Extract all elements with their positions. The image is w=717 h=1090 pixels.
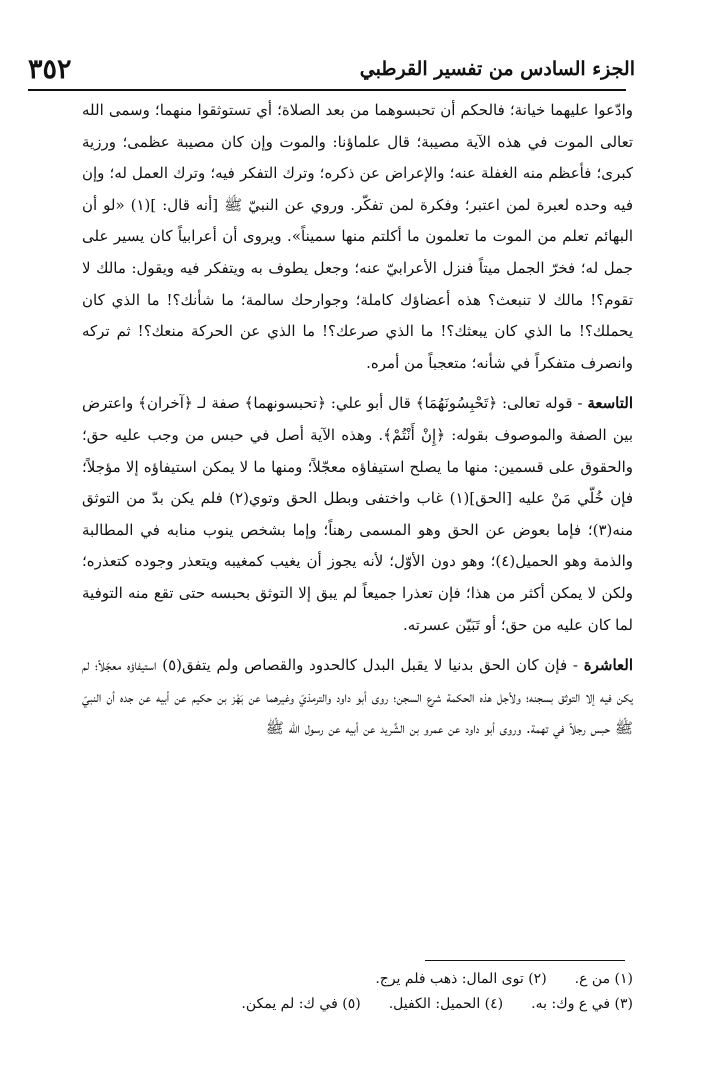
footnote-3: (٣) في ع وك: به. <box>531 996 633 1012</box>
page-number: ٣٥٢ <box>28 53 72 85</box>
paragraph-tenth <box>82 650 633 745</box>
running-title: الجزء السادس من تفسير القرطبي <box>359 58 635 80</box>
footnote-row <box>150 967 633 992</box>
body-text <box>82 95 633 745</box>
section-heading-tenth: العاشرة <box>583 656 633 675</box>
footnote-row <box>150 992 633 1017</box>
paragraph-death-reflection: وادّعوا عليهما خيانة؛ فالحكم أن تحبسوهما من بعد الصلاة؛ أي تستوثقوا منهما؛ وسمى الله تعالى الموت في هذه الآية مصيبة؛ قال علماؤنا: والموت وإن كان مصيبة عظمى؛ ورزية كبرى؛ فأعظم منه الغفلة عنه؛ والإعراض عن ذكره؛ وترك التفكر فيه؛ وترك العمل له؛ وإن فيه وحده لعبرة لمن اعتبر؛ وفكرة لمن تفكّر. وروي عن النبيّ ﷺ [أنه قال: ](١) «لو أن البهائم تعلم من الموت ما تعلمون ما أكلتم منها سميناً». ويروى أن أعرابياً كان يسير على جمل له؛ فخرّ الجمل ميتاً فنزل الأعرابيّ عنه؛ وجعل يطوف به ويتفكر فيه ويقول: مالك لا تقوم؟! مالك لا تنبعث؟ هذه أعضاؤك كاملة؛ وجوارحك سالمة؛ ما شأنك؟! ما الذي كان يحملك؟! ما الذي كان يبعثك؟! ما الذي صرعك؟! ما الذي عن الحركة منعك؟! ثم تركه وانصرف متفكراً في شأنه؛ متعجباً من أمره. <box>82 101 633 372</box>
section-heading-ninth: التاسعة <box>587 394 633 413</box>
paragraph-ninth <box>82 388 633 641</box>
footnote-2: (٢) توى المال: ذهب فلم يرج. <box>375 971 547 987</box>
footnote-5: (٥) في ك: لم يمكن. <box>241 996 361 1012</box>
footnote-1: (١) من ع. <box>574 971 633 987</box>
page-header <box>28 52 635 86</box>
paragraph-tenth-text: - فإن كان الحق بدنيا لا يقبل البدل كالحدود والقصاص ولم يتفق(٥) استيفاؤه معجّلاً؛ لم يكن فيه إلا التوثق بسجنه؛ ولأجل هذه الحكمة شرع السجن؛ روى أبو داود والترمذيّ وغيرهما عن بَهْز بن حكيم عن أبيه عن جده أن النبيّ ﷺ حبس رجلاً في تهمة. وروى أبو داود عن عمرو بن الشَّريد عن أبيه عن رسول الله ﷺ <box>82 656 633 738</box>
footnote-rule <box>425 960 625 961</box>
paragraph-ninth-text: - قوله تعالى: ﴿تَحْبِسُونَهُمَا﴾ قال أبو علي: ﴿تحبسونهما﴾ صفة لـ ﴿آخران﴾ واعترض بين الصفة والموصوف بقوله: ﴿إِنْ أَنْتُمْ﴾. وهذه الآية أصل في حبس من وجب عليه حق؛ والحقوق على قسمين: منها ما يصلح استيفاؤه معجّلاً؛ ومنها ما لا يمكن استيفاؤه إلا مؤجلاً؛ فإن خُلّي مَنْ عليه [الحق](١) غاب واختفى وبطل الحق وتوي(٢) فلم يكن بدّ من التوثق منه(٣)؛ فإما بعوض عن الحق وهو المسمى رهناً؛ وإما بشخص ينوب منابه في المطالبة والذمة وهو الحميل(٤)؛ وهو دون الأوّل؛ لأنه يجوز أن يغيب كمغيبه ويتعذر وجوده كتعذره؛ ولكن لا يمكن أكثر من هذا؛ فإن تعذرا جميعاً لم يبق إلا التوثق بحبسه حتى تقع منه التوفية لما كان عليه من حق؛ أو تَبَيّن عسرته. <box>82 394 634 634</box>
footnotes <box>150 967 633 1017</box>
header-rule <box>28 89 626 91</box>
footnote-4: (٤) الحميل: الكفيل. <box>388 996 504 1012</box>
